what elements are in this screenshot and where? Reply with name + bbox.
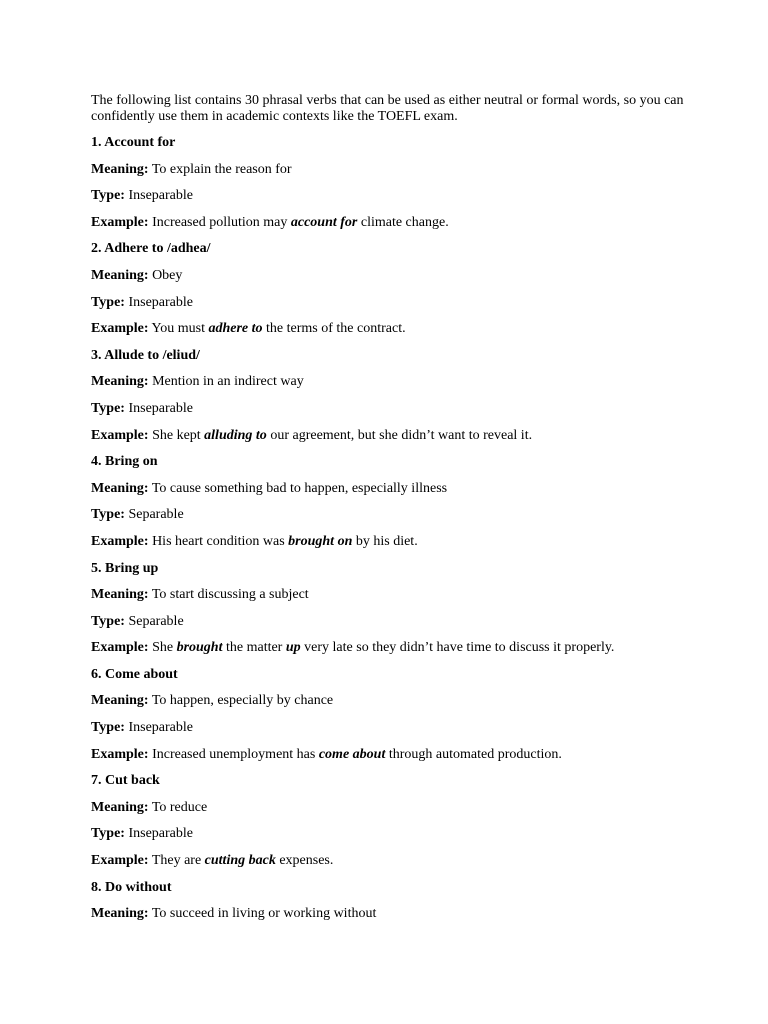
entry-2 (91, 240, 691, 346)
meaning-text: To happen, especially by chance (151, 693, 334, 709)
example-before: They are (151, 853, 205, 869)
entry-heading: 8. Do without (91, 879, 172, 895)
meaning-label: Meaning: (91, 693, 149, 709)
example-phrase: brought (176, 640, 223, 656)
type-label: Type: (91, 613, 125, 629)
type-label: Type: (91, 294, 125, 310)
type-label: Type: (91, 720, 125, 736)
example-middle: the matter (222, 640, 286, 656)
example-label: Example: (91, 853, 149, 869)
meaning-label: Meaning: (91, 374, 149, 390)
meaning-label: Meaning: (91, 587, 149, 603)
meaning-label: Meaning: (91, 799, 149, 815)
type-line (91, 187, 691, 214)
meaning-text: Mention in an indirect way (152, 374, 304, 390)
example-line (91, 639, 691, 666)
example-phrase: adhere to (208, 321, 263, 337)
document-page (91, 93, 691, 932)
example-label: Example: (91, 746, 149, 762)
entry-heading: 6. Come about (91, 666, 178, 682)
example-before: Increased unemployment has (152, 746, 319, 762)
entry-heading: 7. Cut back (91, 773, 160, 789)
example-line (91, 852, 691, 879)
type-text: Inseparable (128, 294, 193, 310)
example-after: very late so they didn’t have time to discuss it properly. (300, 640, 615, 656)
type-label: Type: (91, 826, 125, 842)
entry-6 (91, 666, 691, 772)
example-after: by his diet. (352, 533, 418, 549)
type-label: Type: (91, 400, 125, 416)
meaning-text: To cause something bad to happen, especially illness (151, 480, 448, 496)
example-phrase: alluding to (204, 427, 267, 443)
type-text: Inseparable (128, 188, 193, 204)
example-phrase: brought on (288, 533, 353, 549)
meaning-text: To reduce (151, 799, 208, 815)
example-before: You must (151, 321, 209, 337)
entry-heading: 3. Allude to /eliud/ (91, 347, 200, 363)
meaning-line (91, 799, 691, 826)
example-line (91, 320, 691, 347)
example-phrase: account for (290, 214, 358, 230)
meaning-text: Obey (152, 267, 183, 283)
type-line (91, 294, 691, 321)
type-text: Inseparable (128, 826, 193, 842)
example-phrase-2: up (285, 640, 301, 656)
example-before: She kept (152, 427, 205, 443)
meaning-text: To explain the reason for (151, 161, 292, 177)
example-label: Example: (91, 214, 149, 230)
meaning-line (91, 905, 691, 932)
meaning-line (91, 161, 691, 188)
example-after: our agreement, but she didn’t want to reveal it. (266, 427, 533, 443)
entry-heading: 1. Account for (91, 135, 176, 150)
example-line (91, 533, 691, 560)
example-line (91, 746, 691, 773)
type-text: Separable (128, 507, 184, 523)
example-line (91, 427, 691, 454)
type-line (91, 400, 691, 427)
example-phrase: come about (318, 746, 386, 762)
meaning-label: Meaning: (91, 161, 149, 177)
entry-heading: 4. Bring on (91, 454, 158, 470)
type-label: Type: (91, 507, 125, 523)
example-label: Example: (91, 533, 149, 549)
example-before: Increased pollution may (152, 214, 291, 230)
example-after: climate change. (357, 214, 449, 230)
entry-heading: 5. Bring up (91, 560, 159, 576)
entry-1 (91, 134, 691, 240)
entry-heading: 2. Adhere to /adhea/ (91, 241, 211, 257)
meaning-line (91, 480, 691, 507)
entry-4 (91, 453, 691, 559)
meaning-line (91, 267, 691, 294)
meaning-label: Meaning: (91, 267, 149, 283)
entry-8 (91, 879, 691, 932)
example-label: Example: (91, 321, 149, 337)
meaning-text: To start discussing a subject (151, 587, 309, 603)
example-before: His heart condition was (152, 533, 289, 549)
type-line (91, 719, 691, 746)
meaning-line (91, 586, 691, 613)
meaning-label: Meaning: (91, 906, 149, 922)
example-label: Example: (91, 640, 149, 656)
entry-5 (91, 560, 691, 666)
example-phrase: cutting back (204, 853, 276, 869)
intro-paragraph: The following list contains 30 phrasal verbs that can be used as either neutral or formal words, so you can confidently use them in academic contexts like the TOEFL exam. (91, 93, 684, 124)
example-after: the terms of the contract. (262, 321, 406, 337)
type-line (91, 613, 691, 640)
entry-3 (91, 347, 691, 453)
example-label: Example: (91, 427, 149, 443)
meaning-text: To succeed in living or working without (151, 906, 377, 922)
type-label: Type: (91, 188, 125, 204)
example-before: She (152, 640, 177, 656)
example-after: expenses. (275, 853, 334, 869)
example-line (91, 214, 691, 241)
meaning-label: Meaning: (91, 480, 149, 496)
example-after: through automated production. (385, 746, 562, 762)
meaning-line (91, 692, 691, 719)
type-text: Separable (128, 613, 184, 629)
meaning-line (91, 373, 691, 400)
type-text: Inseparable (128, 720, 193, 736)
type-text: Inseparable (128, 400, 193, 416)
type-line (91, 506, 691, 533)
entry-7 (91, 772, 691, 878)
type-line (91, 825, 691, 852)
